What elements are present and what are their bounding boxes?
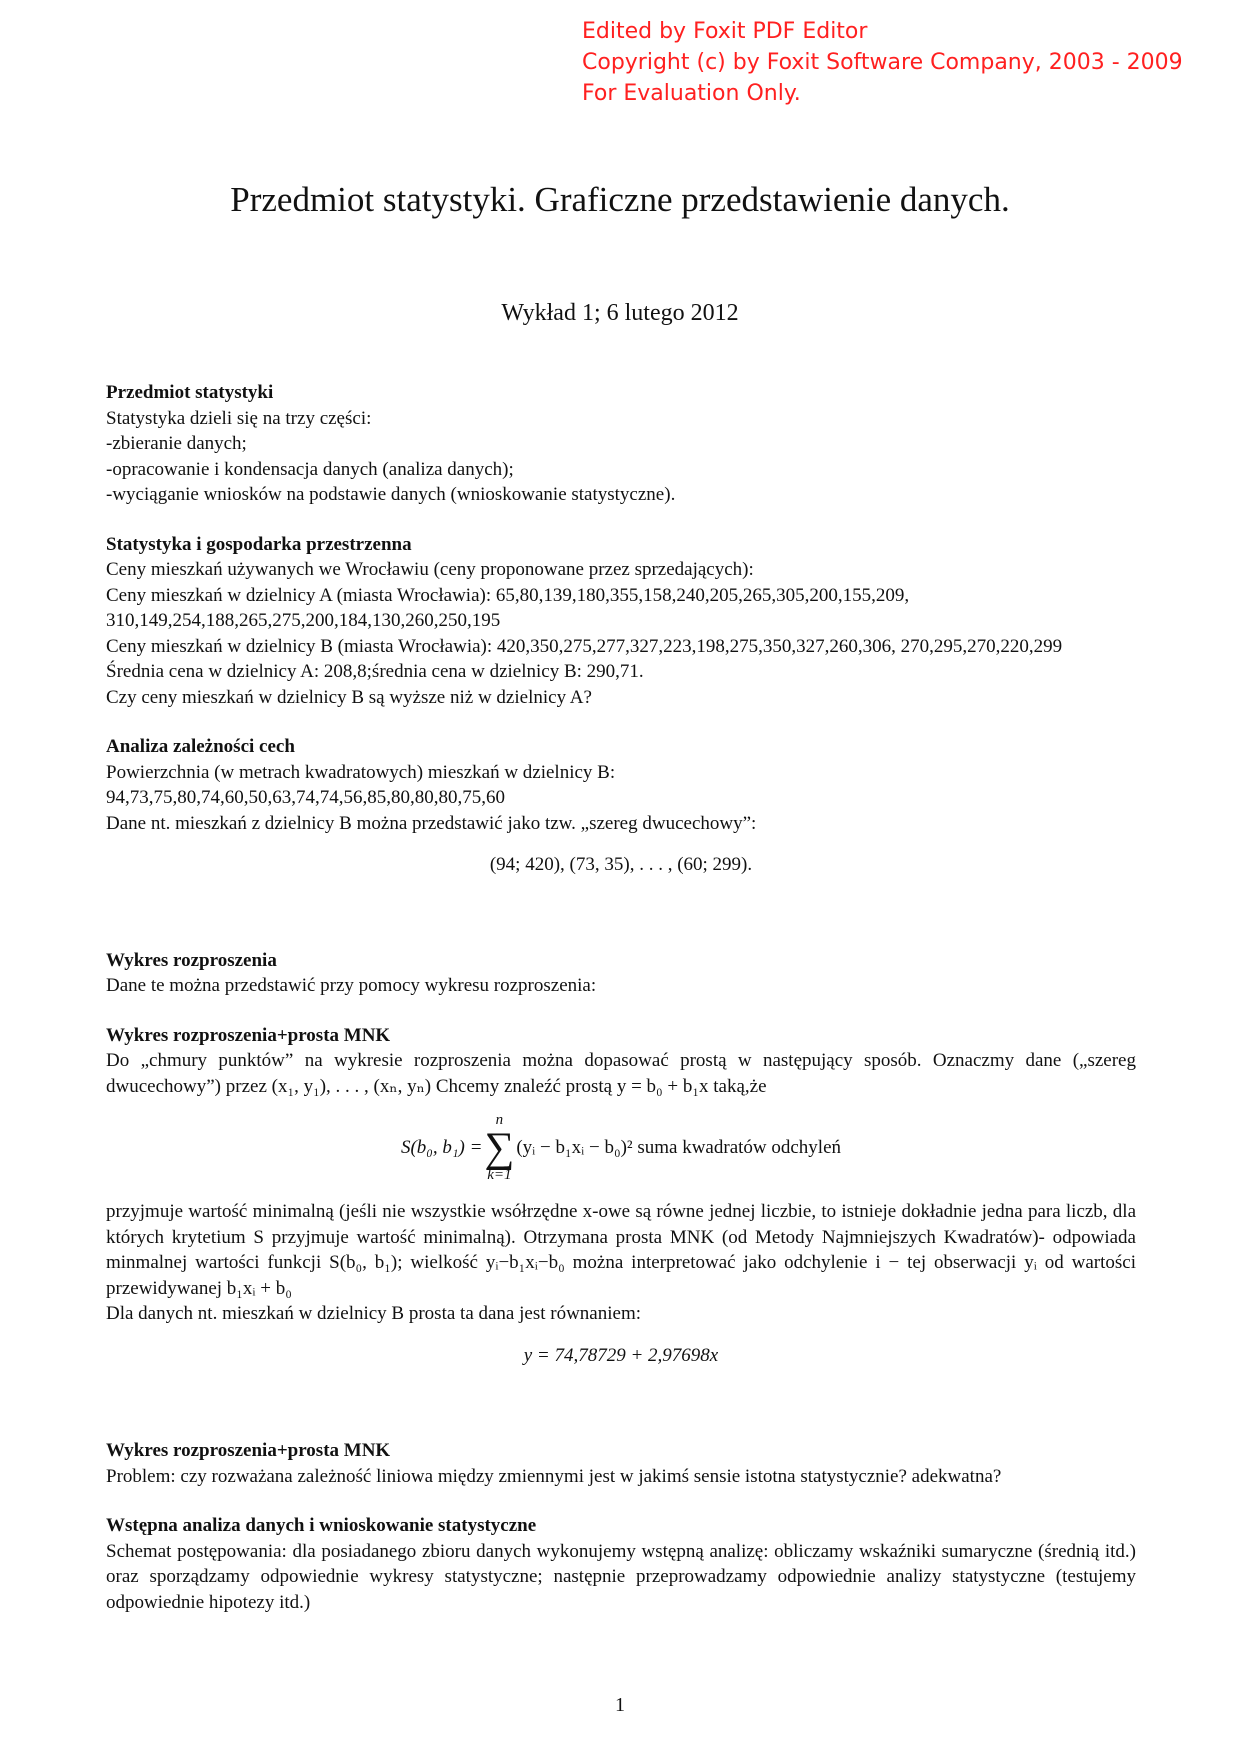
section-heading: Wstępna analiza danych i wnioskowanie statystyczne	[106, 1515, 537, 1536]
text-line: Problem: czy rozważana zależność liniowa między zmiennymi jest w jakimś sensie istotna statystycznie? adekwatna?	[106, 1465, 1002, 1487]
text-line: 310,149,254,188,265,275,200,184,130,260,250,195	[106, 610, 501, 631]
section-significance	[106, 1438, 1136, 1489]
section-heading: Statystyka i gospodarka przestrzenna	[106, 533, 412, 555]
text-line: -zbieranie danych;	[106, 433, 247, 454]
text-line: Dla danych nt. mieszkań w dzielnicy B prosta ta dana jest równaniem:	[106, 1303, 642, 1324]
text-line: Powierzchnia (w metrach kwadratowych) mieszkań w dzielnicy B:	[106, 761, 616, 783]
section-least-squares	[106, 1023, 1136, 1369]
page-number: 1	[615, 1694, 625, 1716]
formula-rhs: (yᵢ − b₁xᵢ − b₀)² suma kwadratów odchyleń	[516, 1137, 842, 1159]
pairs-equation: (94; 420), (73, 35), . . . , (60; 299).	[489, 854, 753, 875]
text-line: Czy ceny mieszkań w dzielnicy B są wyższe niż w dzielnicy A?	[106, 686, 592, 708]
regression-equation: y = 74,78729 + 2,97698x	[523, 1344, 719, 1366]
section-heading: Analiza zależności cech	[106, 736, 295, 757]
text-line: Średnia cena w dzielnicy A: 208,8;średnia cena w dzielnicy B: 290,71.	[106, 661, 644, 682]
section-heading: Wykres rozproszenia	[106, 949, 277, 971]
sum-upper-limit: n	[495, 1112, 504, 1128]
sum-lower-limit: k=1	[487, 1167, 512, 1183]
section-subject	[106, 380, 1136, 508]
summation	[484, 1113, 514, 1183]
section-scatter-plot	[106, 948, 1136, 999]
text-line: Dane nt. mieszkań z dzielnicy B można przedstawić jako tzw. „szereg dwucechowy”:	[106, 812, 757, 834]
document-title: Przedmiot statystyki. Graficzne przedstawienie danych.	[230, 180, 1010, 219]
evaluation-watermark	[582, 16, 1183, 109]
text-line: -opracowanie i kondensacja danych (analiza danych);	[106, 458, 514, 480]
section-heading: Wykres rozproszenia+prosta MNK	[106, 1440, 391, 1461]
text-line: Ceny mieszkań używanych we Wrocławiu (ceny proponowane przez sprzedających):	[106, 559, 754, 580]
document-body	[106, 380, 1136, 1639]
section-heading: Wykres rozproszenia+prosta MNK	[106, 1024, 391, 1046]
text-line: -wyciąganie wniosków na podstawie danych (wnioskowanie statystyczne).	[106, 484, 676, 505]
paragraph: Schemat postępowania: dla posiadanego zbioru danych wykonujemy wstępną analizę: obliczamy wskaźniki sumaryczne (średnią itd.) oraz sporządzamy odpowiednie wykresy statystyczne; następnie przeprowadzamy odpowiednie analizy statystyczne (testujemy odpowiednie hipotezy itd.)	[106, 1540, 1136, 1613]
section-preliminary-analysis	[106, 1513, 1136, 1615]
sum-of-squares-formula	[106, 1113, 1136, 1183]
text-line: Statystyka dzieli się na trzy części:	[106, 407, 372, 429]
watermark-line-2: Copyright (c) by Foxit Software Company, 2003 - 2009	[582, 50, 1183, 75]
watermark-line-1: Edited by Foxit PDF Editor	[582, 19, 868, 44]
watermark-line-3: For Evaluation Only.	[582, 81, 801, 106]
paragraph: Do „chmury punktów” na wykresie rozproszenia można dopasować prostą w następujący sposób. Oznaczmy dane („szereg dwucechowy”) przez (x₁, y₁), . . . , (xₙ, yₙ) Chcemy znaleźć prostą y = b₀ + b₁x taką,że	[106, 1050, 1136, 1097]
text-line: Ceny mieszkań w dzielnicy B (miasta Wrocławia): 420,350,275,277,327,223,198,275,350,327,260,306, 270,295,270,220,299	[106, 635, 1063, 657]
section-feature-dependence	[106, 734, 1136, 878]
section-heading: Przedmiot statystyki	[106, 382, 274, 403]
sigma-symbol: ∑	[484, 1125, 515, 1171]
section-spatial-economy	[106, 532, 1136, 711]
text-line: Ceny mieszkań w dzielnicy A (miasta Wrocławia): 65,80,139,180,355,158,240,205,265,305,200,155,209,	[106, 584, 910, 606]
formula-lhs: S(b₀, b₁) =	[400, 1137, 483, 1159]
paragraph: przyjmuje wartość minimalną (jeśli nie wszystkie wsółrzędne x-owe są równe jednej liczbie, to istnieje dokładnie jedna para liczb, dla których krytetium S przyjmuje wartość minimalną). Otrzymana prosta MNK (od Metody Najmniejszych Kwadratów)- odpowiada minmalnej wartości funkcji S(b₀, b₁); wielkość yᵢ−b₁xᵢ−b₀ można interpretować jako odchylenie i − tej obserwacji yᵢ od wartości przewidywanej b₁xᵢ + b₀	[106, 1201, 1136, 1299]
text-line: Dane te można przedstawić przy pomocy wykresu rozproszenia:	[106, 975, 597, 996]
lecture-date: Wykład 1; 6 lutego 2012	[501, 300, 739, 326]
text-line: 94,73,75,80,74,60,50,63,74,74,56,85,80,80,80,75,60	[106, 787, 505, 808]
